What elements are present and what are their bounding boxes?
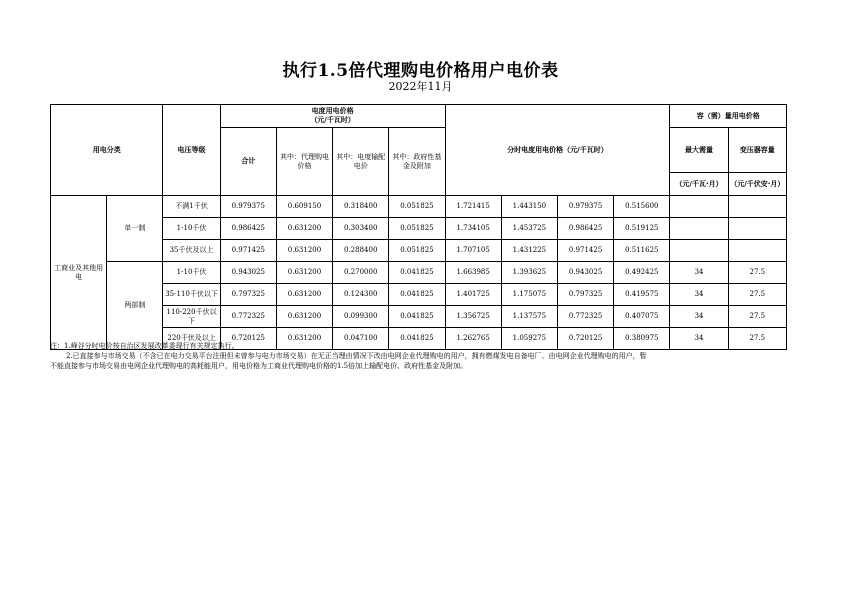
value-cell: 1.431225 bbox=[501, 240, 557, 262]
value-cell: 1.059275 bbox=[501, 328, 557, 350]
value-cell: 0.797325 bbox=[220, 284, 276, 306]
value-cell: 1.453725 bbox=[501, 218, 557, 240]
value-cell: 0.051825 bbox=[389, 240, 445, 262]
value-cell: 0.380975 bbox=[614, 328, 670, 350]
value-cell: 1.707105 bbox=[445, 240, 501, 262]
value-cell bbox=[728, 196, 786, 218]
value-cell: 0.124300 bbox=[333, 284, 389, 306]
header-tou-group: 分时电度用电价格（元/千瓦时） bbox=[445, 105, 670, 196]
header-transformer-unit: （元/千伏安·月） bbox=[728, 173, 786, 196]
value-cell bbox=[728, 218, 786, 240]
value-cell: 0.419575 bbox=[614, 284, 670, 306]
note-2-cont: 不能直接参与市场交易由电网企业代理购电的高耗能用户，用电价格为工商业代理购电价格的1.5倍加上输配电价、政府性基金及附加。 bbox=[50, 362, 468, 370]
voltage-cell: 1-10千伏 bbox=[163, 218, 220, 240]
value-cell: 34 bbox=[670, 328, 728, 350]
value-cell: 0.772325 bbox=[220, 306, 276, 328]
value-cell: 27.5 bbox=[728, 284, 786, 306]
value-cell: 0.041825 bbox=[389, 306, 445, 328]
value-cell: 0.051825 bbox=[389, 196, 445, 218]
value-cell: 1.734105 bbox=[445, 218, 501, 240]
value-cell bbox=[728, 240, 786, 262]
header-max-demand-unit: （元/千瓦·月） bbox=[670, 173, 728, 196]
value-cell bbox=[670, 240, 728, 262]
table-row bbox=[51, 196, 787, 218]
value-cell bbox=[670, 218, 728, 240]
value-cell: 1.356725 bbox=[445, 306, 501, 328]
table-row bbox=[51, 262, 787, 284]
value-cell: 0.099300 bbox=[333, 306, 389, 328]
value-cell: 0.986425 bbox=[557, 218, 613, 240]
value-cell: 0.492425 bbox=[614, 262, 670, 284]
value-cell: 1.721415 bbox=[445, 196, 501, 218]
value-cell: 0.303400 bbox=[333, 218, 389, 240]
voltage-cell: 35千伏及以上 bbox=[163, 240, 220, 262]
header-transformer-capacity: 变压器容量 bbox=[728, 128, 786, 173]
value-cell: 0.720125 bbox=[220, 328, 276, 350]
header-energy-fund: 其中：政府性基金及附加 bbox=[389, 128, 445, 196]
value-cell: 0.515600 bbox=[614, 196, 670, 218]
value-cell: 0.511625 bbox=[614, 240, 670, 262]
value-cell bbox=[670, 196, 728, 218]
value-cell: 1.262765 bbox=[445, 328, 501, 350]
value-cell: 0.519125 bbox=[614, 218, 670, 240]
value-cell: 0.720125 bbox=[557, 328, 613, 350]
value-cell: 0.631200 bbox=[276, 328, 332, 350]
tariff-type-cell: 单一制 bbox=[107, 196, 163, 262]
header-voltage: 电压等级 bbox=[163, 105, 220, 196]
value-cell: 0.772325 bbox=[557, 306, 613, 328]
value-cell: 1.443150 bbox=[501, 196, 557, 218]
note-1: 注：1.峰谷分时电价按自治区发展改革委现行有关规定执行。 bbox=[50, 342, 239, 350]
value-cell: 0.051825 bbox=[389, 218, 445, 240]
header-energy-total: 合计 bbox=[220, 128, 276, 196]
value-cell: 34 bbox=[670, 284, 728, 306]
value-cell: 1.663985 bbox=[445, 262, 501, 284]
voltage-cell: 110-220千伏以下 bbox=[163, 306, 220, 328]
page-title: 执行1.5倍代理购电价格用户电价表 bbox=[282, 61, 559, 81]
value-cell: 27.5 bbox=[728, 306, 786, 328]
value-cell: 0.986425 bbox=[220, 218, 276, 240]
value-cell: 0.631200 bbox=[276, 284, 332, 306]
value-cell: 0.047100 bbox=[333, 328, 389, 350]
value-cell: 34 bbox=[670, 306, 728, 328]
value-cell: 0.943025 bbox=[220, 262, 276, 284]
value-cell: 0.797325 bbox=[557, 284, 613, 306]
value-cell: 0.041825 bbox=[389, 262, 445, 284]
value-cell: 0.609150 bbox=[276, 196, 332, 218]
note-2: 2.已直接参与市场交易（不含已在电力交易平台注册但未曾参与电力市场交易）在无正当理由情况下改由电网企业代理购电的用户，拥有燃煤发电自备电厂、由电网企业代理购电的用户，暂 bbox=[66, 352, 647, 360]
value-cell: 0.971425 bbox=[220, 240, 276, 262]
header-energy-transmission: 其中：电度输配电价 bbox=[333, 128, 389, 196]
value-cell: 0.979375 bbox=[557, 196, 613, 218]
header-energy-group: 电度用电价格 （元/千瓦时） bbox=[220, 105, 445, 128]
voltage-cell: 不满1千伏 bbox=[163, 196, 220, 218]
value-cell: 0.631200 bbox=[276, 218, 332, 240]
value-cell: 0.971425 bbox=[557, 240, 613, 262]
value-cell: 1.175075 bbox=[501, 284, 557, 306]
value-cell: 0.943025 bbox=[557, 262, 613, 284]
value-cell: 1.393625 bbox=[501, 262, 557, 284]
voltage-cell: 1-10千伏 bbox=[163, 262, 220, 284]
value-cell: 27.5 bbox=[728, 328, 786, 350]
voltage-cell: 220千伏及以上 bbox=[163, 328, 220, 350]
header-category: 用电分类 bbox=[51, 105, 163, 196]
value-cell: 0.407075 bbox=[614, 306, 670, 328]
value-cell: 0.041825 bbox=[389, 284, 445, 306]
value-cell: 0.318400 bbox=[333, 196, 389, 218]
value-cell: 0.631200 bbox=[276, 262, 332, 284]
value-cell: 0.270000 bbox=[333, 262, 389, 284]
tariff-type-cell: 两部制 bbox=[107, 262, 163, 350]
value-cell: 0.979375 bbox=[220, 196, 276, 218]
notes bbox=[50, 341, 795, 371]
voltage-cell: 35-110千伏以下 bbox=[163, 284, 220, 306]
value-cell: 34 bbox=[670, 262, 728, 284]
value-cell: 0.631200 bbox=[276, 306, 332, 328]
value-cell: 27.5 bbox=[728, 262, 786, 284]
category-cell: 工商业及其他用电 bbox=[51, 196, 107, 350]
header-max-demand: 最大需量 bbox=[670, 128, 728, 173]
value-cell: 1.401725 bbox=[445, 284, 501, 306]
tariff-table bbox=[50, 104, 787, 350]
header-energy-agency: 其中：代理购电价格 bbox=[276, 128, 332, 196]
value-cell: 1.137575 bbox=[501, 306, 557, 328]
page-subtitle: 2022年11月 bbox=[388, 80, 453, 93]
value-cell: 0.631200 bbox=[276, 240, 332, 262]
value-cell: 0.041825 bbox=[389, 328, 445, 350]
header-demand-group: 容（需）量用电价格 bbox=[670, 105, 787, 128]
value-cell: 0.288400 bbox=[333, 240, 389, 262]
